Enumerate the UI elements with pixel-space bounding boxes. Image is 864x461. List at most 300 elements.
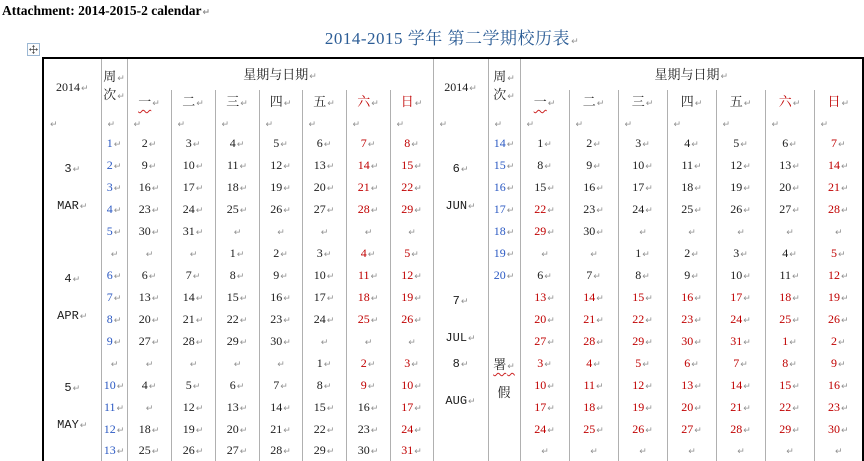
paragraph-mark-icon: ↵ xyxy=(233,228,242,238)
paragraph-mark-icon: ↵ xyxy=(113,272,122,282)
empty-date-cell xyxy=(814,220,863,242)
date-cell xyxy=(814,154,863,176)
cell-text: 14 xyxy=(827,158,840,172)
date-cell xyxy=(171,176,215,198)
cell-text: 8 xyxy=(537,158,544,172)
paragraph-mark-icon: ↵ xyxy=(239,404,248,414)
cell-text: 27 xyxy=(681,422,694,436)
paragraph-mark-icon: ↵ xyxy=(840,316,849,326)
cell-text: 12 xyxy=(632,378,645,392)
date-cell xyxy=(171,198,215,220)
paragraph-mark-icon: ↵ xyxy=(145,404,154,414)
paragraph-mark-icon: ↵ xyxy=(596,99,605,109)
paragraph-mark-icon: ↵ xyxy=(414,272,422,282)
spacer-cell xyxy=(302,114,346,132)
cell-text: 12 xyxy=(270,158,283,172)
paragraph-mark-icon: ↵ xyxy=(837,140,846,150)
date-cell xyxy=(569,154,618,176)
paragraph-mark-icon: ↵ xyxy=(645,99,654,109)
paragraph-mark-icon: ↵ xyxy=(469,83,477,94)
cell-text: 1 xyxy=(782,334,789,348)
date-cell xyxy=(667,198,716,220)
date-cell xyxy=(765,374,814,396)
paragraph-mark-icon: ↵ xyxy=(192,382,201,392)
cell-text: 25 xyxy=(583,422,596,436)
week-number-cell xyxy=(488,198,520,220)
paragraph-mark-icon: ↵ xyxy=(786,228,794,238)
paragraph-mark-icon: ↵ xyxy=(645,162,653,172)
cell-text: 5 xyxy=(733,136,740,150)
date-cell xyxy=(667,352,716,374)
paragraph-mark-icon: ↵ xyxy=(507,73,515,84)
cell-text: 18 xyxy=(493,224,506,238)
date-cell xyxy=(346,308,390,330)
paragraph-mark-icon: ↵ xyxy=(195,338,204,348)
cell-text: 13 xyxy=(226,400,239,414)
paragraph-mark-icon: ↵ xyxy=(506,184,515,194)
cell-text: 25 xyxy=(138,443,151,458)
cell-text: 25 xyxy=(357,312,370,326)
paragraph-mark-icon: ↵ xyxy=(239,162,248,172)
date-cell xyxy=(390,154,433,176)
cell-text: 1 xyxy=(635,246,642,260)
paragraph-mark-icon: ↵ xyxy=(792,382,800,392)
week-number-header-cell xyxy=(488,58,520,114)
cell-text: 15 xyxy=(401,158,414,172)
paragraph-mark-icon: ↵ xyxy=(352,120,361,130)
date-cell xyxy=(716,264,765,286)
date-cell xyxy=(716,198,765,220)
paragraph-mark-icon: ↵ xyxy=(507,361,515,372)
date-cell xyxy=(569,132,618,154)
day-name-cell xyxy=(215,90,259,114)
paragraph-mark-icon: ↵ xyxy=(196,99,204,109)
date-cell xyxy=(716,154,765,176)
cell-text: 13 xyxy=(779,158,792,172)
cell-text: 27 xyxy=(138,334,151,348)
cell-text: 次 xyxy=(493,86,507,102)
spacer-cell xyxy=(43,114,101,132)
paragraph-mark-icon: ↵ xyxy=(283,184,291,194)
cell-text: 6 xyxy=(684,356,691,370)
paragraph-mark-icon: ↵ xyxy=(239,184,248,194)
paragraph-mark-icon: ↵ xyxy=(460,359,469,370)
cell-text: 次 xyxy=(103,86,117,102)
paragraph-mark-icon: ↵ xyxy=(840,206,849,216)
paragraph-mark-icon: ↵ xyxy=(460,296,469,307)
cell-text: 10 xyxy=(401,378,414,392)
week-number-cell xyxy=(101,418,127,440)
paragraph-mark-icon: ↵ xyxy=(596,228,604,238)
paragraph-mark-icon: ↵ xyxy=(468,201,476,212)
cell-text: 24 xyxy=(313,312,326,326)
date-cell xyxy=(171,374,215,396)
date-cell xyxy=(520,330,569,352)
day-name-cell xyxy=(259,90,302,114)
cell-text: 18 xyxy=(138,422,151,436)
paragraph-mark-icon: ↵ xyxy=(547,228,555,238)
week-header-line xyxy=(102,87,127,105)
date-cell xyxy=(716,242,765,264)
paragraph-mark-icon: ↵ xyxy=(283,404,291,414)
paragraph-mark-icon: ↵ xyxy=(151,184,160,194)
cell-text: 16 xyxy=(493,180,506,194)
date-cell xyxy=(716,286,765,308)
paragraph-mark-icon: ↵ xyxy=(326,184,335,194)
cell-text: 25 xyxy=(779,312,792,326)
week-number-cell xyxy=(101,220,127,242)
paragraph-mark-icon: ↵ xyxy=(370,426,379,436)
paragraph-mark-icon: ↵ xyxy=(113,338,122,348)
paragraph-mark-icon: ↵ xyxy=(526,120,535,130)
date-cell xyxy=(127,264,171,286)
date-cell xyxy=(814,242,863,264)
cell-text: 7 xyxy=(733,356,740,370)
week-header-line xyxy=(489,87,520,105)
paragraph-mark-icon: ↵ xyxy=(691,360,699,370)
cell-text: 11 xyxy=(103,400,116,414)
cell-text: 12 xyxy=(103,422,116,436)
empty-date-cell xyxy=(716,220,765,242)
paragraph-mark-icon: ↵ xyxy=(789,338,797,348)
paragraph-mark-icon: ↵ xyxy=(792,206,800,216)
empty-date-cell xyxy=(716,440,765,461)
date-cell xyxy=(390,286,433,308)
paragraph-mark-icon: ↵ xyxy=(414,382,422,392)
date-cell xyxy=(569,374,618,396)
paragraph-mark-icon: ↵ xyxy=(283,426,291,436)
paragraph-mark-icon: ↵ xyxy=(239,316,248,326)
paragraph-mark-icon: ↵ xyxy=(320,228,329,238)
day-name-cell xyxy=(346,90,390,114)
paragraph-mark-icon: ↵ xyxy=(367,360,376,370)
paragraph-mark-icon: ↵ xyxy=(840,404,849,414)
cell-text: 15 xyxy=(779,378,792,392)
paragraph-mark-icon: ↵ xyxy=(326,272,335,282)
day-name-cell xyxy=(814,90,863,114)
spacer-cell xyxy=(716,114,765,132)
cell-text: MAR xyxy=(57,198,79,213)
date-cell xyxy=(215,374,259,396)
paragraph-mark-icon: ↵ xyxy=(414,184,422,194)
paragraph-mark-icon: ↵ xyxy=(840,294,849,304)
date-cell xyxy=(390,396,433,418)
date-cell xyxy=(667,264,716,286)
cell-text: 9 xyxy=(830,356,837,370)
cell-text: 27 xyxy=(779,202,792,216)
paragraph-mark-icon: ↵ xyxy=(151,228,160,238)
date-cell xyxy=(814,396,863,418)
year-cell xyxy=(43,58,101,114)
cell-text: 8 xyxy=(229,268,236,282)
paragraph-mark-icon: ↵ xyxy=(239,447,248,458)
paragraph-mark-icon: ↵ xyxy=(720,71,729,82)
cell-text: 19 xyxy=(270,180,283,194)
date-cell xyxy=(618,352,667,374)
paragraph-mark-icon: ↵ xyxy=(411,140,419,150)
paragraph-mark-icon: ↵ xyxy=(639,447,647,458)
cell-text: 15 xyxy=(534,180,547,194)
paragraph-mark-icon: ↵ xyxy=(691,250,699,260)
cell-text: APR xyxy=(57,308,79,323)
cell-text: 6 xyxy=(316,136,323,150)
date-cell xyxy=(127,220,171,242)
cell-text: 27 xyxy=(534,334,547,348)
date-cell xyxy=(569,286,618,308)
paragraph-mark-icon: ↵ xyxy=(547,184,555,194)
cell-text: 5 xyxy=(106,224,113,238)
cell-text: AUG xyxy=(445,393,468,408)
cell-text: 21 xyxy=(730,400,743,414)
spacer-row xyxy=(43,114,863,132)
empty-date-cell xyxy=(302,220,346,242)
cell-text: 5 xyxy=(185,378,192,392)
cell-text: 18 xyxy=(583,400,596,414)
paragraph-mark-icon: ↵ xyxy=(236,382,245,392)
paragraph-mark-icon: ↵ xyxy=(645,294,653,304)
cell-text: 3 xyxy=(64,161,72,176)
week-number-cell xyxy=(101,264,127,286)
paragraph-mark-icon: ↵ xyxy=(837,360,846,370)
paragraph-mark-icon: ↵ xyxy=(547,99,556,109)
paragraph-mark-icon: ↵ xyxy=(639,228,647,238)
paragraph-mark-icon: ↵ xyxy=(240,99,248,109)
cell-text: 周 xyxy=(103,68,117,84)
cell-text: 18 xyxy=(681,180,694,194)
cell-text: 23 xyxy=(138,202,151,216)
month-cell xyxy=(433,352,488,461)
paragraph-mark-icon: ↵ xyxy=(688,228,696,238)
empty-date-cell xyxy=(346,330,390,352)
cell-text: 5 xyxy=(830,246,837,260)
days-group-header xyxy=(520,58,863,90)
date-cell xyxy=(765,132,814,154)
week-header-line xyxy=(489,69,520,87)
cell-text: 30 xyxy=(827,422,840,436)
paragraph-mark-icon: ↵ xyxy=(110,250,119,260)
day-name-cell xyxy=(716,90,765,114)
date-cell xyxy=(259,154,302,176)
paragraph-mark-icon: ↵ xyxy=(327,99,335,109)
paragraph-mark-icon: ↵ xyxy=(840,272,849,282)
paragraph-mark-icon: ↵ xyxy=(283,338,291,348)
paragraph-mark-icon: ↵ xyxy=(411,360,419,370)
paragraph-mark-icon: ↵ xyxy=(820,120,829,130)
paragraph-mark-icon: ↵ xyxy=(673,120,682,130)
paragraph-mark-icon: ↵ xyxy=(79,311,88,322)
date-cell xyxy=(814,308,863,330)
paragraph-mark-icon: ↵ xyxy=(593,162,601,172)
paragraph-mark-icon: ↵ xyxy=(593,140,601,150)
day-name-cell xyxy=(390,90,433,114)
paragraph-mark-icon: ↵ xyxy=(596,404,604,414)
paragraph-mark-icon: ↵ xyxy=(151,426,160,436)
cell-text: 10 xyxy=(730,268,743,282)
paragraph-mark-icon: ↵ xyxy=(195,447,204,458)
paragraph-mark-icon: ↵ xyxy=(645,184,653,194)
date-cell xyxy=(618,330,667,352)
paragraph-mark-icon: ↵ xyxy=(192,272,201,282)
paragraph-mark-icon: ↵ xyxy=(468,396,476,407)
cell-text: 2 xyxy=(684,246,691,260)
paragraph-mark-icon: ↵ xyxy=(236,272,245,282)
paragraph-mark-icon: ↵ xyxy=(72,383,81,394)
empty-date-cell xyxy=(171,242,215,264)
paragraph-mark-icon: ↵ xyxy=(547,382,555,392)
paragraph-mark-icon: ↵ xyxy=(786,447,794,458)
date-cell xyxy=(569,220,618,242)
cell-text: 15 xyxy=(493,158,506,172)
date-cell xyxy=(302,264,346,286)
cell-text: 21 xyxy=(270,422,283,436)
paragraph-mark-icon: ↵ xyxy=(737,228,745,238)
cell-text: 9 xyxy=(586,158,593,172)
cell-text: 4 xyxy=(229,136,236,150)
date-cell xyxy=(814,264,863,286)
paragraph-mark-icon: ↵ xyxy=(308,120,317,130)
date-cell xyxy=(569,308,618,330)
cell-text: 3 xyxy=(537,356,544,370)
paragraph-mark-icon: ↵ xyxy=(694,426,702,436)
paragraph-mark-icon: ↵ xyxy=(239,294,248,304)
cell-text: 3 xyxy=(404,356,411,370)
cell-text: 26 xyxy=(182,443,195,458)
paragraph-mark-icon: ↵ xyxy=(792,272,800,282)
date-cell xyxy=(814,132,863,154)
paragraph-mark-icon: ↵ xyxy=(507,91,515,102)
date-cell xyxy=(618,264,667,286)
cell-text: 10 xyxy=(313,268,326,282)
cell-text: 23 xyxy=(357,422,370,436)
empty-date-cell xyxy=(302,330,346,352)
cell-text: 28 xyxy=(827,202,840,216)
paragraph-mark-icon: ↵ xyxy=(596,184,604,194)
cell-text: 14 xyxy=(357,158,370,172)
paragraph-mark-icon: ↵ xyxy=(195,184,204,194)
empty-date-cell xyxy=(618,220,667,242)
date-cell xyxy=(390,264,433,286)
paragraph-mark-icon: ↵ xyxy=(370,272,379,282)
cell-text: 8 xyxy=(782,356,789,370)
cell-text: 13 xyxy=(313,158,326,172)
date-cell xyxy=(520,374,569,396)
cell-text: 17 xyxy=(730,290,743,304)
cell-text: 1 xyxy=(106,136,113,150)
cell-text: 4 xyxy=(106,202,113,216)
date-cell xyxy=(171,132,215,154)
paragraph-mark-icon: ↵ xyxy=(195,228,204,238)
cell-text: 4 xyxy=(64,271,72,286)
paragraph-mark-icon: ↵ xyxy=(152,99,160,109)
cell-text: 7 xyxy=(106,290,113,304)
empty-date-cell xyxy=(259,220,302,242)
cell-text: 2 xyxy=(830,334,837,348)
paragraph-mark-icon: ↵ xyxy=(837,250,846,260)
month-abbreviation xyxy=(445,395,475,407)
paragraph-mark-icon: ↵ xyxy=(277,360,285,370)
date-cell xyxy=(259,374,302,396)
day-name-label: 五 xyxy=(313,94,327,109)
paragraph-mark-icon: ↵ xyxy=(280,272,288,282)
date-cell xyxy=(667,154,716,176)
day-name-cell xyxy=(765,90,814,114)
cell-text: 16 xyxy=(681,290,694,304)
paragraph-mark-icon: ↵ xyxy=(596,316,604,326)
paragraph-mark-icon: ↵ xyxy=(148,382,157,392)
cell-text: 29 xyxy=(632,334,645,348)
paragraph-mark-icon: ↵ xyxy=(743,426,751,436)
cell-text: 31 xyxy=(182,224,195,238)
paragraph-mark-icon: ↵ xyxy=(323,250,332,260)
paragraph-mark-icon: ↵ xyxy=(323,140,332,150)
cell-text: 25 xyxy=(681,202,694,216)
paragraph-mark-icon: ↵ xyxy=(834,447,843,458)
spacer-cell xyxy=(171,114,215,132)
date-cell xyxy=(127,176,171,198)
paragraph-mark-icon: ↵ xyxy=(411,250,419,260)
cell-text: 24 xyxy=(632,202,645,216)
paragraph-mark-icon: ↵ xyxy=(642,272,650,282)
date-cell xyxy=(302,308,346,330)
cell-text: 20 xyxy=(534,312,547,326)
date-cell xyxy=(302,132,346,154)
date-cell xyxy=(520,286,569,308)
date-cell xyxy=(390,418,433,440)
date-cell xyxy=(215,286,259,308)
paragraph-mark-icon: ↵ xyxy=(151,294,160,304)
spacer-cell xyxy=(520,114,569,132)
month-cell xyxy=(433,132,488,242)
paragraph-mark-icon: ↵ xyxy=(645,382,653,392)
cell-text: 29 xyxy=(226,334,239,348)
paragraph-mark-icon: ↵ xyxy=(694,404,702,414)
date-cell xyxy=(569,418,618,440)
cell-text: 15 xyxy=(313,400,326,414)
cell-text: 17 xyxy=(401,400,414,414)
paragraph-mark-icon: ↵ xyxy=(691,272,699,282)
paragraph-mark-icon: ↵ xyxy=(145,250,154,260)
spacer-cell xyxy=(814,114,863,132)
day-name-label: 一 xyxy=(533,94,547,109)
cell-text: 20 xyxy=(493,268,506,282)
paragraph-mark-icon: ↵ xyxy=(50,120,58,130)
empty-date-cell xyxy=(765,440,814,461)
cell-text: 4 xyxy=(586,356,593,370)
date-cell xyxy=(765,264,814,286)
month-abbreviation xyxy=(57,419,87,431)
paragraph-mark-icon: ↵ xyxy=(506,272,515,282)
cell-text: 9 xyxy=(141,158,148,172)
month-label-stack xyxy=(434,358,488,407)
week-number-cell xyxy=(488,132,520,154)
date-cell xyxy=(215,396,259,418)
day-name-cell xyxy=(171,90,215,114)
table-move-handle[interactable] xyxy=(27,43,40,56)
paragraph-mark-icon: ↵ xyxy=(79,420,88,431)
date-cell xyxy=(520,154,569,176)
date-cell xyxy=(127,440,171,461)
month-label-stack xyxy=(44,273,101,322)
cell-text: 17 xyxy=(493,202,506,216)
cell-text: 13 xyxy=(138,290,151,304)
cell-text: 26 xyxy=(270,202,283,216)
paragraph-mark-icon: ↵ xyxy=(148,272,157,282)
cell-text: 18 xyxy=(779,290,792,304)
month-number xyxy=(453,358,469,370)
document-title-text: 2014-2015 学年 第二学期校历表 xyxy=(324,29,571,48)
date-cell xyxy=(259,440,302,461)
date-cell xyxy=(520,396,569,418)
